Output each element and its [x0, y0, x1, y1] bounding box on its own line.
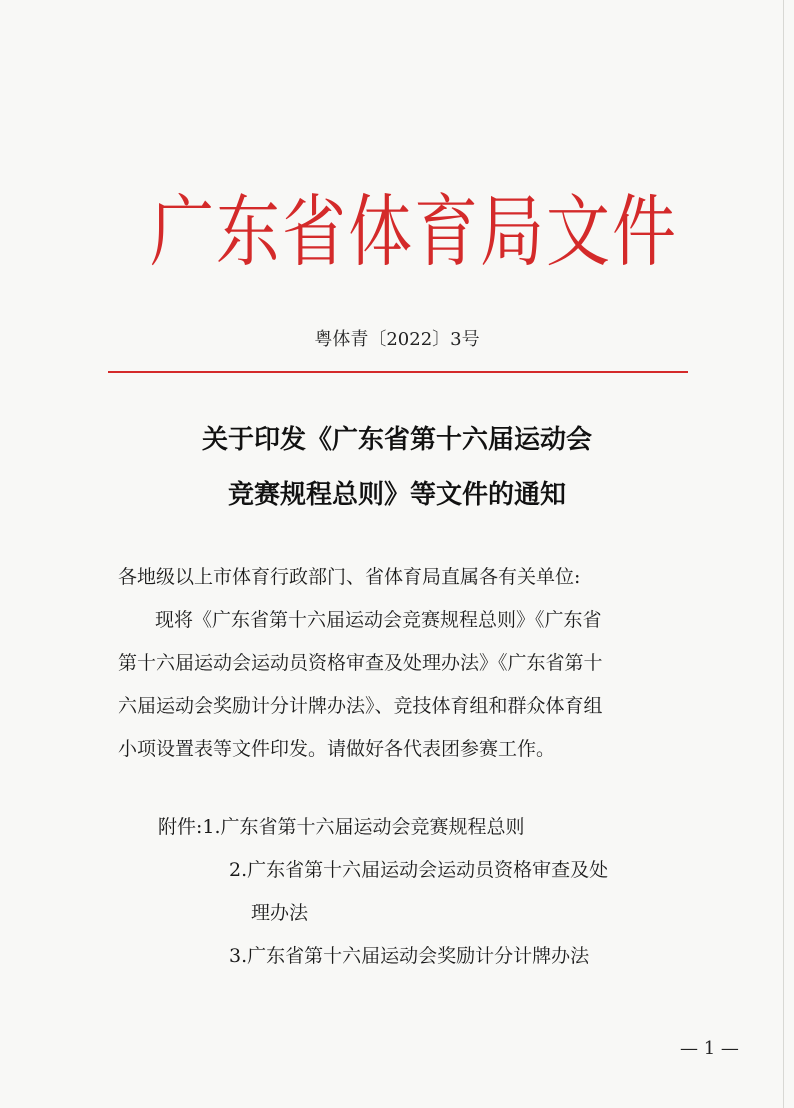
body-paragraph-line-1: 现将《广东省第十六届运动会竞赛规程总则》《广东省: [155, 609, 602, 631]
document-number: 粤体青〔2022〕3号: [314, 329, 480, 350]
body-paragraph-line-4: 小项设置表等文件印发。请做好各代表团参赛工作。: [118, 738, 556, 760]
body-paragraph-line-3: 六届运动会奖励计分计牌办法》、竞技体育组和群众体育组: [118, 695, 603, 717]
body-paragraph-line-2: 第十六届运动会运动员资格审查及处理办法》《广东省第十: [118, 652, 603, 674]
attachment-item-2-continuation: 理办法: [251, 902, 309, 924]
notice-title-line-1: 关于印发《广东省第十六届运动会: [201, 425, 592, 455]
attachment-item-3: 3.广东省第十六届运动会奖励计分计牌办法: [229, 945, 590, 967]
page-number: — 1 —: [680, 1038, 739, 1059]
notice-title-line-2: 竞赛规程总则》等文件的通知: [227, 480, 566, 510]
attachment-item-1-text: 1.广东省第十六届运动会竞赛规程总则: [202, 816, 525, 838]
page-edge-line: [783, 0, 784, 1108]
attachment-label: 附件:: [158, 816, 203, 838]
attachment-item-2: 2.广东省第十六届运动会运动员资格审查及处: [229, 859, 609, 881]
attachment-item-1: [158, 812, 525, 842]
header-red-rule: [108, 371, 688, 373]
document-header-title: 广东省体育局文件: [150, 187, 678, 279]
salutation: 各地级以上市体育行政部门、省体育局直属各有关单位:: [118, 566, 581, 588]
